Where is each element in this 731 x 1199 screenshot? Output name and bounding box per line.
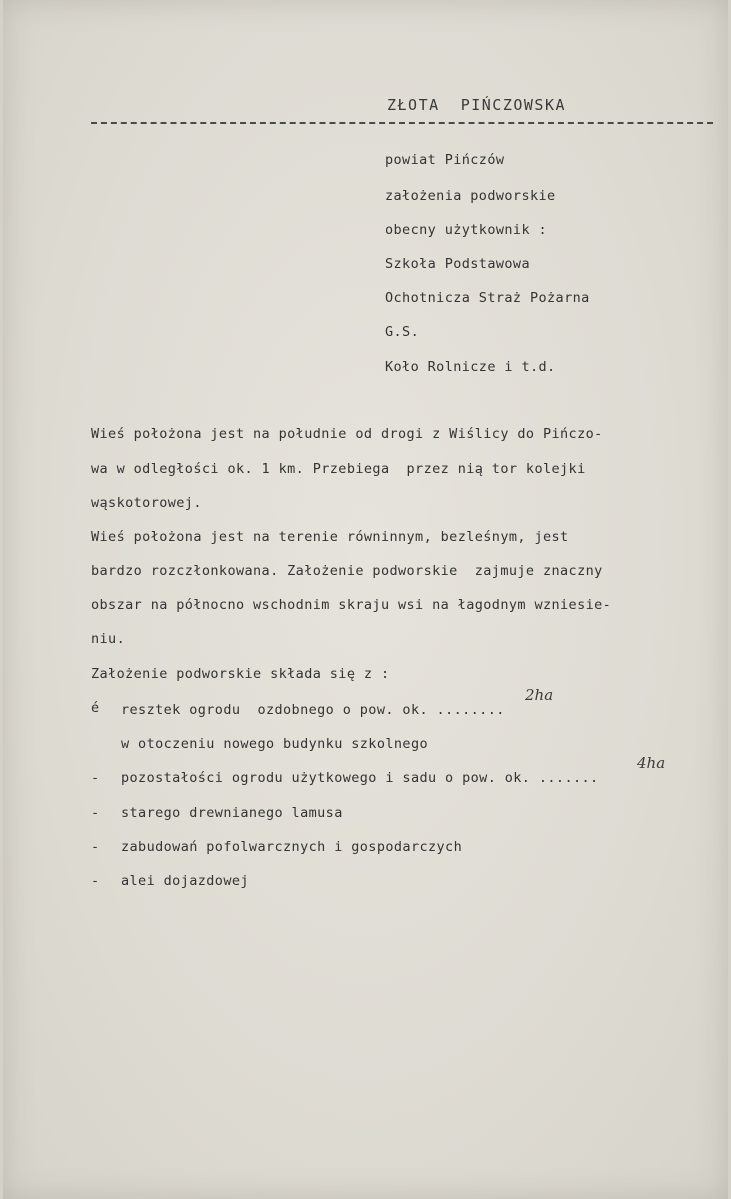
header-line-type: założenia podworskie xyxy=(385,188,556,204)
paragraph1-line1: Wieś położona jest na południe od drogi z Wiślicy do Pińczo- xyxy=(91,426,603,442)
paragraph1-line3: wąskotorowej. xyxy=(91,495,202,511)
list-item-text: starego drewnianego lamusa xyxy=(121,805,343,821)
list-item-text: w otoczeniu nowego budynku szkolnego xyxy=(121,736,428,752)
list-item-text: resztek ogrodu ozdobnego o pow. ok. ........ xyxy=(121,702,505,718)
paragraph2-line1: Wieś położona jest na terenie równinnym, bezleśnym, jest xyxy=(91,529,569,545)
paragraph2-line3: obszar na północno wschodnim skraju wsi na łagodnym wzniesie- xyxy=(91,597,612,613)
list-item-text: pozostałości ogrodu użytkowego i sadu o pow. ok. ....... xyxy=(121,770,599,786)
header-line-farmers-circle: Koło Rolnicze i t.d. xyxy=(385,359,556,375)
document-page xyxy=(3,0,728,1199)
title-divider xyxy=(91,122,713,124)
list-item-text: alei dojazdowej xyxy=(121,873,249,889)
list-item-marker: é xyxy=(91,700,100,716)
header-line-fire-brigade: Ochotnicza Straż Pożarna xyxy=(385,290,590,306)
paragraph1-line2: wa w odległości ok. 1 km. Przebiega przez nią tor kolejki xyxy=(91,461,586,477)
list-intro: Założenie podworskie składa się z : xyxy=(91,666,390,682)
list-item-marker: - xyxy=(91,805,100,821)
header-line-school: Szkoła Podstawowa xyxy=(385,256,530,272)
handwritten-area-note: 4ha xyxy=(637,754,666,772)
header-line-gs: G.S. xyxy=(385,324,420,340)
list-item-marker: - xyxy=(91,770,100,786)
list-item-text: zabudowań pofolwarcznych i gospodarczych xyxy=(121,839,463,855)
document-title: ZŁOTA PIŃCZOWSKA xyxy=(387,96,567,114)
list-item-marker: - xyxy=(91,839,100,855)
paragraph2-line2: bardzo rozczłonkowana. Założenie podworskie zajmuje znaczny xyxy=(91,563,603,579)
handwritten-area-note: 2ha xyxy=(525,686,554,704)
header-line-current-user: obecny użytkownik : xyxy=(385,222,548,238)
paragraph2-line4: niu. xyxy=(91,631,126,647)
header-line-district: powiat Pińczów xyxy=(385,152,505,168)
list-item-marker: - xyxy=(91,873,100,889)
